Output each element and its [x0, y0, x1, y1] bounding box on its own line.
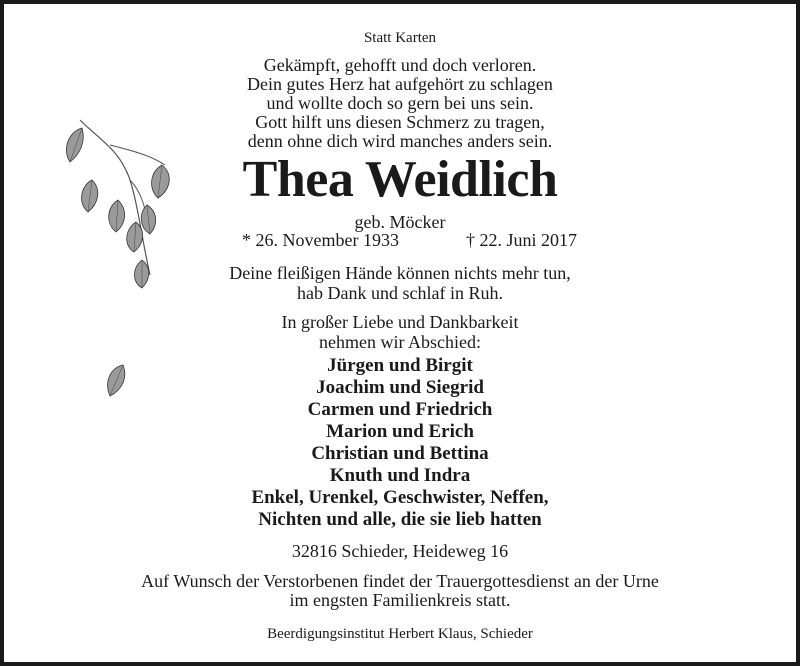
deceased-name: Thea Weidlich — [242, 151, 558, 208]
mourner-line: Joachim und Siegrid — [316, 377, 484, 398]
farewell-intro-line: In großer Liebe und Dankbarkeit — [281, 312, 519, 332]
address: 32816 Schieder, Heideweg 16 — [291, 541, 509, 561]
mourner-line: Jürgen und Birgit — [327, 355, 473, 376]
poem-line: und wollte doch so gern bei uns sein. — [266, 93, 534, 113]
mourner-line: Carmen und Friedrich — [307, 399, 493, 420]
mourner-line: Christian und Bettina — [311, 443, 489, 464]
poem-line: Gekämpft, gehofft und doch verloren. — [263, 55, 537, 75]
mourner-line: Nichten und alle, die sie lieb hatten — [258, 509, 542, 530]
header-statt-karten: Statt Karten — [363, 30, 437, 46]
verse-line: hab Dank und schlaf in Ruh. — [297, 283, 503, 303]
mourner-line: Knuth und Indra — [329, 465, 471, 486]
mourner-line: Enkel, Urenkel, Geschwister, Neffen, — [251, 487, 549, 508]
poem-line: Gott hilft uns diesen Schmerz zu tragen, — [255, 112, 545, 132]
service-note-line: Auf Wunsch der Verstorbenen findet der Trauergottesdienst an der Urne — [141, 571, 659, 591]
farewell-intro-line: nehmen wir Abschied: — [319, 332, 481, 352]
funeral-home: Beerdigungsinstitut Herbert Klaus, Schieder — [267, 626, 533, 642]
death-date: † 22. Juni 2017 — [466, 230, 578, 250]
service-note-line: im engsten Familienkreis statt. — [289, 590, 511, 610]
verse-line: Deine fleißigen Hände können nichts mehr tun, — [229, 263, 571, 283]
poem-line: Dein gutes Herz hat aufgehört zu schlagen — [247, 74, 553, 94]
poem-line: denn ohne dich wird manches anders sein. — [247, 131, 553, 151]
mourner-line: Marion und Erich — [326, 421, 474, 442]
maiden-name: geb. Möcker — [354, 212, 446, 232]
birth-date: * 26. November 1933 — [242, 230, 399, 250]
